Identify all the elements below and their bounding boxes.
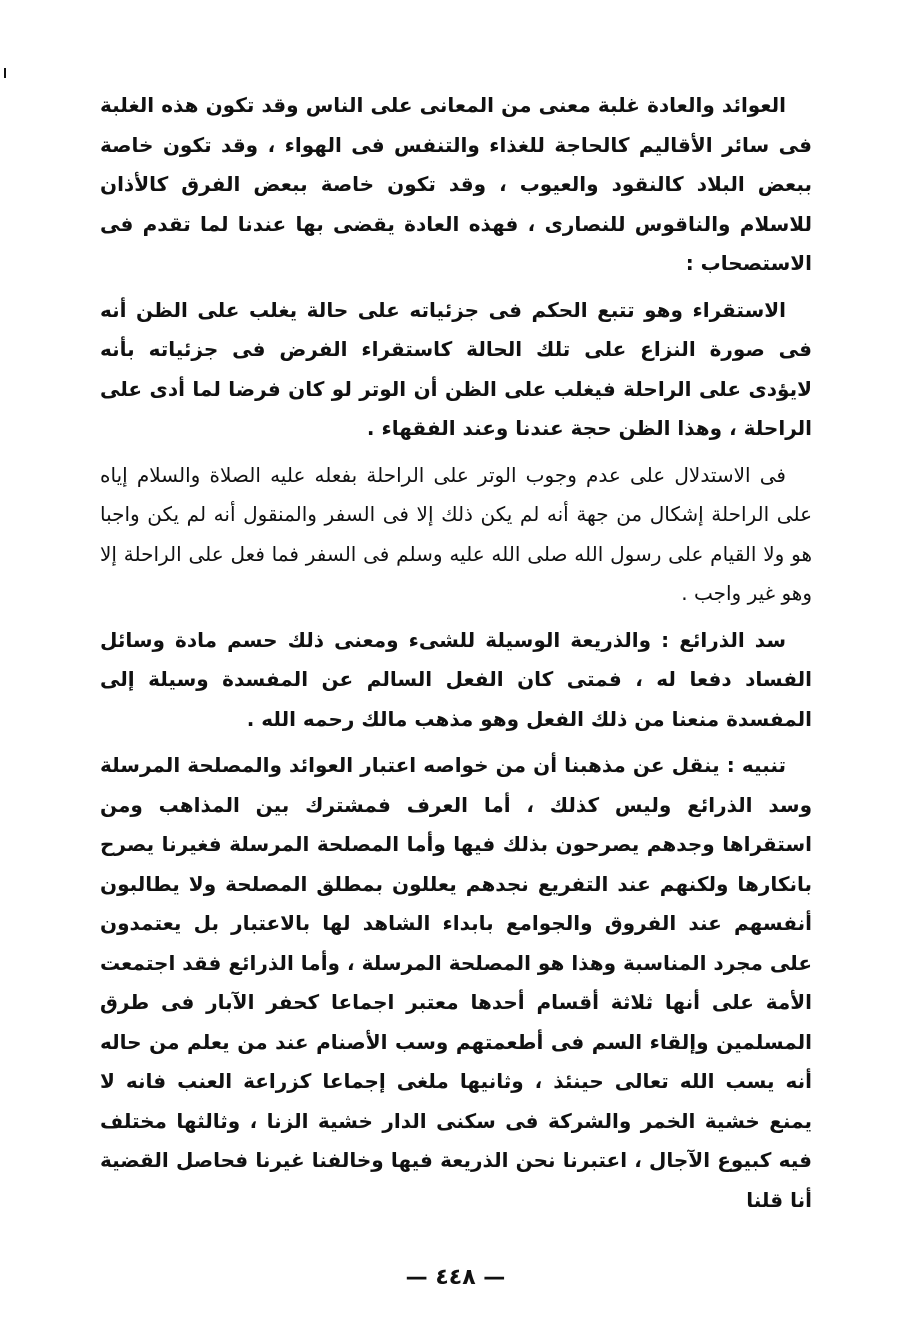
paragraph-induction: الاستقراء وهو تتبع الحكم فى جزئياته على حالة يغلب على الظن أنه فى صورة النزاع على تلك الحالة كاستقراء الفرض فى جزئياته بأنه لايؤدى على الراحلة فيغلب على الظن أن الوتر لو كان فرضا لما أدى على الراحلة ، وهذا الظن حجة عندنا وعند الفقهاء .	[100, 297, 812, 440]
paragraph-notice: تنبيه : ينقل عن مذهبنا أن من خواصه اعتبار العوائد والمصلحة المرسلة وسد الذرائع وليس كذلك ، أما العرف فمشترك بين المذاهب ومن استقراها وجدهم يصرحون بذلك فيها وأما المصلحة المرسلة فغيرنا يصرح بانكارها ولكنهم عند التفريع نجدهم يعللون بمطلق المصلحة ولا يطالبون أنفسهم عند الفروق والجوامع بابداء الشاهد لها بالاعتبار بل يعتمدون على مجرد المناسبة وهذا هو المصلحة المرسلة ، وأما الذرائع فقد اجتمعت الأمة على أنها ثلاثة أقسام أحدها معتبر اجماعا كحفر الآبار فى طرق المسلمين وإلقاء السم فى أطعمتهم وسب الأصنام عند من يعلم من حاله أنه يسب الله تعالى حينئذ ، وثانيها ملغى إجماعا كزراعة العنب فانه لا يمنع خشية الخمر والشركة فى سكنى الدار خشية الزنا ، وثالثها مختلف فيه كبيوع الآجال ، اعتبرنا نحن الذريعة فيها وخالفنا غيرنا فحاصل القضية أنا قلنا	[100, 753, 812, 1212]
body-text	[100, 86, 812, 1227]
paragraph-witr-inference: فى الاستدلال على عدم وجوب الوتر على الراحلة بفعله عليه الصلاة والسلام إياه على الراحلة إشكال من جهة أنه لم يكن ذلك إلا فى السفر والمنقول أنه لم يكن واجبا هو ولا القيام على رسول الله صلى الله عليه وسلم فى السفر فما فعل على الراحلة إلا وهو غير واجب .	[100, 462, 812, 605]
paragraph-customs: العوائد والعادة غلبة معنى من المعانى على الناس وقد تكون هذه الغلبة فى سائر الأقاليم كالحاجة للغذاء والتنفس فى الهواء ، وقد تكون خاصة ببعض البلاد كالنقود والعيوب ، وقد تكون خاصة ببعض الفرق كالأذان للاسلام والناقوس للنصارى ، فهذه العادة يقضى بها عندنا لما تقدم فى الاستصحاب :	[100, 93, 812, 275]
margin-mark	[4, 68, 6, 78]
paragraph-blocking-means: سد الذرائع : والذريعة الوسيلة للشىء ومعنى ذلك حسم مادة وسائل الفساد دفعا له ، فمتى كان الفعل السالم عن المفسدة وسيلة إلى المفسدة منعنا من ذلك الفعل وهو مذهب مالك رحمه الله .	[100, 627, 812, 731]
page-number: — ٤٤٨ —	[405, 1265, 506, 1290]
